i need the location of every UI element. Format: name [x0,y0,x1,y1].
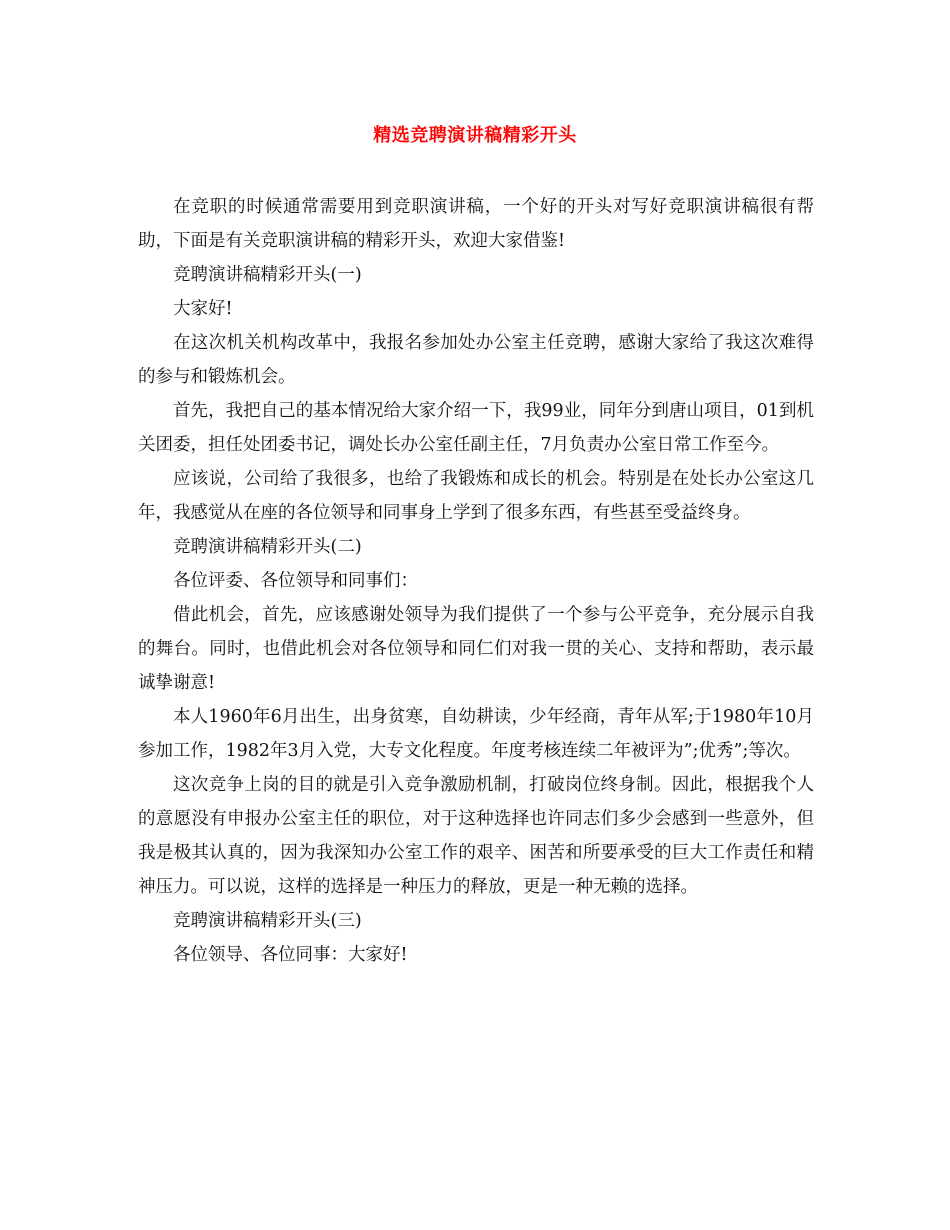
intro-paragraph: 在竞职的时候通常需要用到竞职演讲稿，一个好的开头对写好竞职演讲稿很有帮助，下面是有关竞职演讲稿的精彩开头，欢迎大家借鉴! [138,197,814,251]
body-paragraph: 借此机会，首先，应该感谢处领导为我们提供了一个参与公平竞争，充分展示自我的舞台。同时，也借此机会对各位领导和同仁们对我一贯的关心、支持和帮助，表示最诚挚谢意! [138,605,814,693]
greeting-paragraph: 各位评委、各位领导和同事们： [173,571,418,591]
body-paragraph: 本人1960年6月出生，出身贫寒，自幼耕读，少年经商，青年从军;于1980年10月参加工作，1982年3月入党，大专文化程度。年度考核连续二年被评为”;优秀”;等次。 [138,707,814,761]
section-heading-3: 竞聘演讲稿精彩开头(三) [173,911,362,931]
body-paragraph: 首先，我把自己的基本情况给大家介绍一下，我99业，同年分到唐山项目，01到机关团委，担任处团委书记，调处长办公室任副主任，7月负责办公室日常工作至今。 [138,401,814,455]
body-paragraph: 应该说，公司给了我很多，也给了我锻炼和成长的机会。特别是在处长办公室这几年，我感觉从在座的各位领导和同事身上学到了很多东西，有些甚至受益终身。 [138,469,814,523]
section-heading-2: 竞聘演讲稿精彩开头(二) [173,537,362,557]
greeting-paragraph: 各位领导、各位同事：大家好! [173,945,408,965]
greeting-paragraph: 大家好! [173,299,233,319]
document-body [138,190,814,972]
document-title: 精选竞聘演讲稿精彩开头 [373,125,577,146]
body-paragraph: 这次竞争上岗的目的就是引入竞争激励机制，打破岗位终身制。因此，根据我个人的意愿没有申报办公室主任的职位，对于这种选择也许同志们多少会感到一些意外，但我是极其认真的，因为我深知办公室工作的艰辛、困苦和所要承受的巨大工作责任和精神压力。可以说，这样的选择是一种压力的释放，更是一种无赖的选择。 [138,775,814,897]
body-paragraph: 在这次机关机构改革中，我报名参加处办公室主任竞聘，感谢大家给了我这次难得的参与和锻炼机会。 [138,333,814,387]
section-heading-1: 竞聘演讲稿精彩开头(一) [173,265,362,285]
